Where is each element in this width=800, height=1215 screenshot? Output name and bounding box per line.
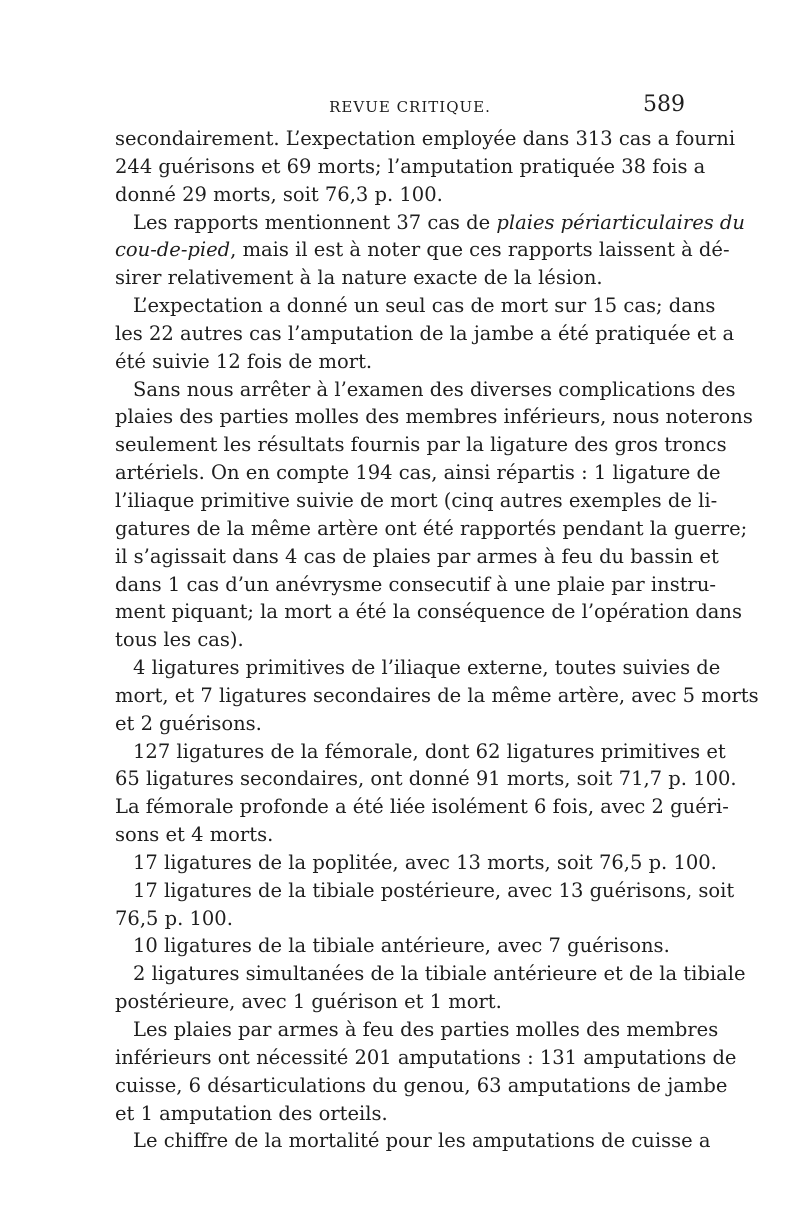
- text-line: gatures de la même artère ont été rapportés pendant la guerre;: [115, 516, 748, 540]
- text-line: secondairement. L’expectation employée dans 313 cas a fourni: [115, 127, 736, 150]
- text-line: été suivie 12 fois de mort.: [115, 349, 373, 373]
- text-line: l’iliaque primitive suivie de mort (cinq autres exemples de li-: [115, 488, 718, 512]
- text-line: seulement les résultats fournis par la ligature des gros troncs: [115, 433, 727, 457]
- text-line: 76,5 p. 100.: [115, 906, 233, 930]
- body-text: [115, 125, 759, 1155]
- italic-term: plaies périarticulaires du: [496, 210, 745, 234]
- text-line: 17 ligatures de la tibiale postérieure, avec 13 guérisons, soit: [133, 878, 735, 902]
- text-line: les 22 autres cas l’amputation de la jambe a été pratiquée et a: [115, 321, 735, 345]
- text-line: inférieurs ont nécessité 201 amputations : 131 amputations de: [115, 1045, 737, 1069]
- italic-term: cou-de-pied: [115, 238, 231, 262]
- text-line: dans 1 cas d’un anévrysme consecutif à une plaie par instru-: [115, 572, 717, 596]
- text-line: mort, et 7 ligatures secondaires de la même artère, avec 5 morts: [115, 683, 759, 707]
- running-title: REVUE CRITIQUE.: [329, 98, 491, 116]
- text-line: Le chiffre de la mortalité pour les amputations de cuisse a: [133, 1129, 711, 1153]
- text-line: sirer relativement à la nature exacte de la lésion.: [115, 266, 603, 290]
- text-line: 4 ligatures primitives de l’iliaque externe, toutes suivies de: [133, 656, 721, 680]
- page-number: 589: [643, 92, 685, 117]
- text-line: postérieure, avec 1 guérison et 1 mort.: [115, 990, 502, 1014]
- text-line: 65 ligatures secondaires, ont donné 91 morts, soit 71,7 p. 100.: [115, 767, 737, 791]
- text-line: La fémorale profonde a été liée isolément 6 fois, avec 2 guéri-: [115, 795, 729, 819]
- text-line: cou-de-pied, mais il est à noter que ces rapports laissent à dé-: [115, 238, 730, 262]
- text-line: artériels. On en compte 194 cas, ainsi répartis : 1 ligature de: [115, 461, 721, 485]
- text-line: cuisse, 6 désarticulations du genou, 63 amputations de jambe: [115, 1073, 728, 1097]
- text-line: 10 ligatures de la tibiale antérieure, avec 7 guérisons.: [133, 934, 670, 958]
- text-line: et 2 guérisons.: [115, 711, 262, 735]
- text-line: 2 ligatures simultanées de la tibiale antérieure et de la tibiale: [133, 962, 746, 986]
- running-header: [115, 92, 685, 122]
- text-line: tous les cas).: [115, 628, 244, 652]
- text-line: 17 ligatures de la poplitée, avec 13 morts, soit 76,5 p. 100.: [133, 850, 717, 874]
- text-line: Sans nous arrêter à l’examen des diverses complications des: [133, 377, 736, 401]
- text-line: et 1 amputation des orteils.: [115, 1101, 388, 1125]
- text-line: ment piquant; la mort a été la conséquence de l’opération dans: [115, 600, 742, 624]
- text-line: 127 ligatures de la fémorale, dont 62 ligatures primitives et: [133, 739, 726, 763]
- text-line: sons et 4 morts.: [115, 823, 274, 847]
- text-line: plaies des parties molles des membres inférieurs, nous noterons: [115, 405, 753, 429]
- text-line: 244 guérisons et 69 morts; l’amputation pratiquée 38 fois a: [115, 154, 706, 178]
- text-line: Les plaies par armes à feu des parties molles des membres: [133, 1018, 719, 1041]
- text-line: Les rapports mentionnent 37 cas de plaies périarticulaires du: [133, 210, 745, 234]
- text-line: il s’agissait dans 4 cas de plaies par armes à feu du bassin et: [115, 544, 719, 568]
- text-line: donné 29 morts, soit 76,3 p. 100.: [115, 182, 443, 206]
- text-line: L’expectation a donné un seul cas de mort sur 15 cas; dans: [133, 294, 716, 318]
